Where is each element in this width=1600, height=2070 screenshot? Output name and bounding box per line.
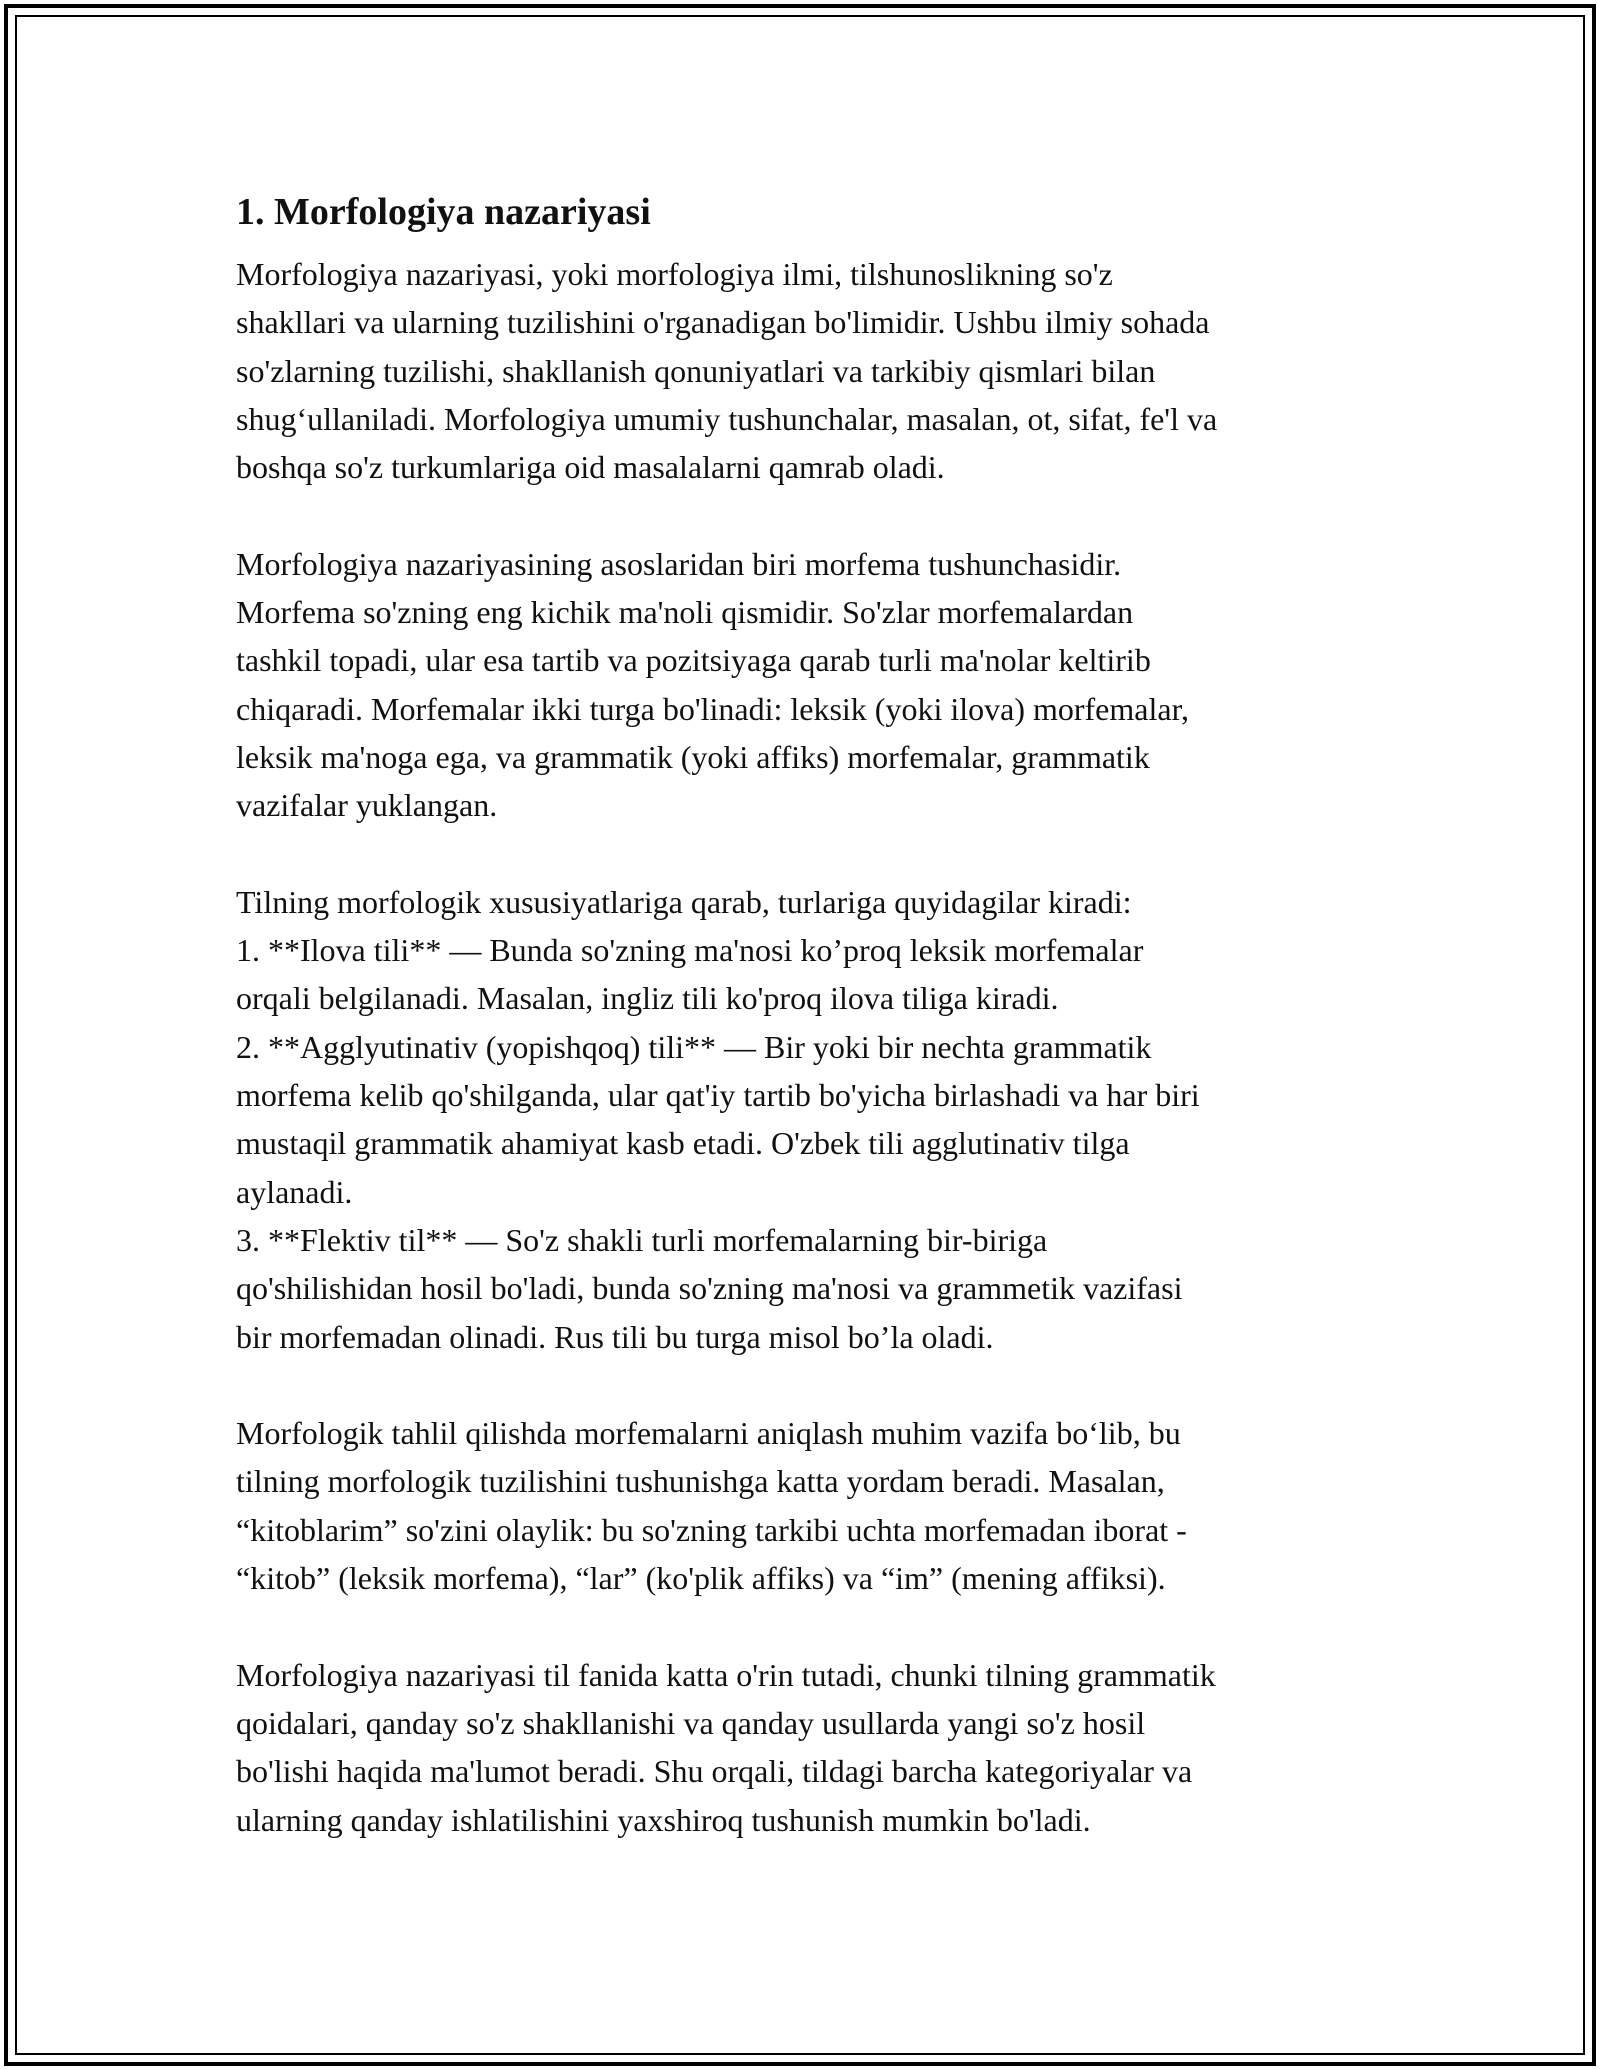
text-line: vazifalar yuklangan.: [236, 787, 498, 824]
text-line: orqali belgilanadi. Masalan, ingliz tili ko'proq ilova tiliga kiradi.: [236, 980, 1059, 1017]
paragraph-morpheme: [236, 540, 1376, 830]
list-item-line: 2. **Agglyutinativ (yopishqoq) tili** — Bir yoki bir nechta grammatik: [236, 1028, 1152, 1065]
text-line: boshqa so'z turkumlariga oid masalalarni qamrab oladi.: [236, 449, 945, 486]
paragraph-intro: [236, 250, 1376, 491]
paragraph-conclusion: [236, 1651, 1376, 1844]
text-line: Morfologiya nazariyasi til fanida katta o'rin tutadi, chunki tilning grammatik: [236, 1656, 1216, 1693]
paragraph-analysis: [236, 1409, 1376, 1602]
text-line: bo'lishi haqida ma'lumot beradi. Shu orqali, tildagi barcha kategoriyalar va: [236, 1753, 1193, 1790]
text-line: ularning qanday ishlatilishini yaxshiroq tushunish mumkin bo'ladi.: [236, 1801, 1091, 1838]
section-heading: 1. Morfologiya nazariyasi: [236, 191, 651, 233]
text-line: chiqaradi. Morfemalar ikki turga bo'linadi: leksik (yoki ilova) morfemalar,: [236, 690, 1189, 727]
text-line: qoidalari, qanday so'z shakllanishi va qanday usullarda yangi so'z hosil: [236, 1704, 1146, 1741]
text-line: aylanadi.: [236, 1173, 353, 1210]
text-line: qo'shilishidan hosil bo'ladi, bunda so'zning ma'nosi va grammetik vazifasi: [236, 1270, 1183, 1307]
list-item-line: 3. **Flektiv til** — So'z shakli turli morfemalarning bir-biriga: [236, 1221, 1048, 1258]
text-line: shug‘ullaniladi. Morfologiya umumiy tushunchalar, masalan, ot, sifat, fe'l va: [236, 400, 1218, 437]
text-line: Morfologiya nazariyasi, yoki morfologiya ilmi, tilshunoslikning so'z: [236, 256, 1113, 292]
text-line: Tilning morfologik xususiyatlariga qarab, turlariga quyidagilar kiradi:: [236, 883, 1132, 920]
text-line: shakllari va ularning tuzilishini o'rganadigan bo'limidir. Ushbu ilmiy sohada: [236, 304, 1210, 341]
text-line: mustaqil grammatik ahamiyat kasb etadi. O'zbek tili agglutinativ tilga: [236, 1125, 1130, 1162]
list-item-line: 1. **Ilova tili** — Bunda so'zning ma'nosi ko’proq leksik morfemalar: [236, 932, 1144, 969]
text-line: morfema kelib qo'shilganda, ular qat'iy tartib bo'yicha birlashadi va har biri: [236, 1077, 1200, 1114]
text-line: Morfologik tahlil qilishda morfemalarni aniqlash muhim vazifa bo‘lib, bu: [236, 1415, 1181, 1452]
text-line: Morfema so'zning eng kichik ma'noli qismidir. So'zlar morfemalardan: [236, 594, 1134, 631]
text-line: “kitoblarim” so'zini olaylik: bu so'zning tarkibi uchta morfemadan iborat -: [236, 1511, 1187, 1548]
text-line: leksik ma'noga ega, va grammatik (yoki affiks) morfemalar, grammatik: [236, 738, 1150, 775]
text-line: bir morfemadan olinadi. Rus tili bu turga misol bo’la oladi.: [236, 1318, 994, 1355]
paragraph-language-types: [236, 878, 1376, 1361]
text-line: Morfologiya nazariyasining asoslaridan biri morfema tushunchasidir.: [236, 545, 1122, 582]
text-line: tilning morfologik tuzilishini tushunishga katta yordam beradi. Masalan,: [236, 1463, 1165, 1500]
text-line: “kitob” (leksik morfema), “lar” (ko'plik affiks) va “im” (mening affiksi).: [236, 1560, 1166, 1597]
document-body: [236, 188, 1376, 1892]
text-line: so'zlarning tuzilishi, shakllanish qonuniyatlari va tarkibiy qismlari bilan: [236, 352, 1156, 389]
text-line: tashkil topadi, ular esa tartib va pozitsiyaga qarab turli ma'nolar keltirib: [236, 642, 1151, 679]
